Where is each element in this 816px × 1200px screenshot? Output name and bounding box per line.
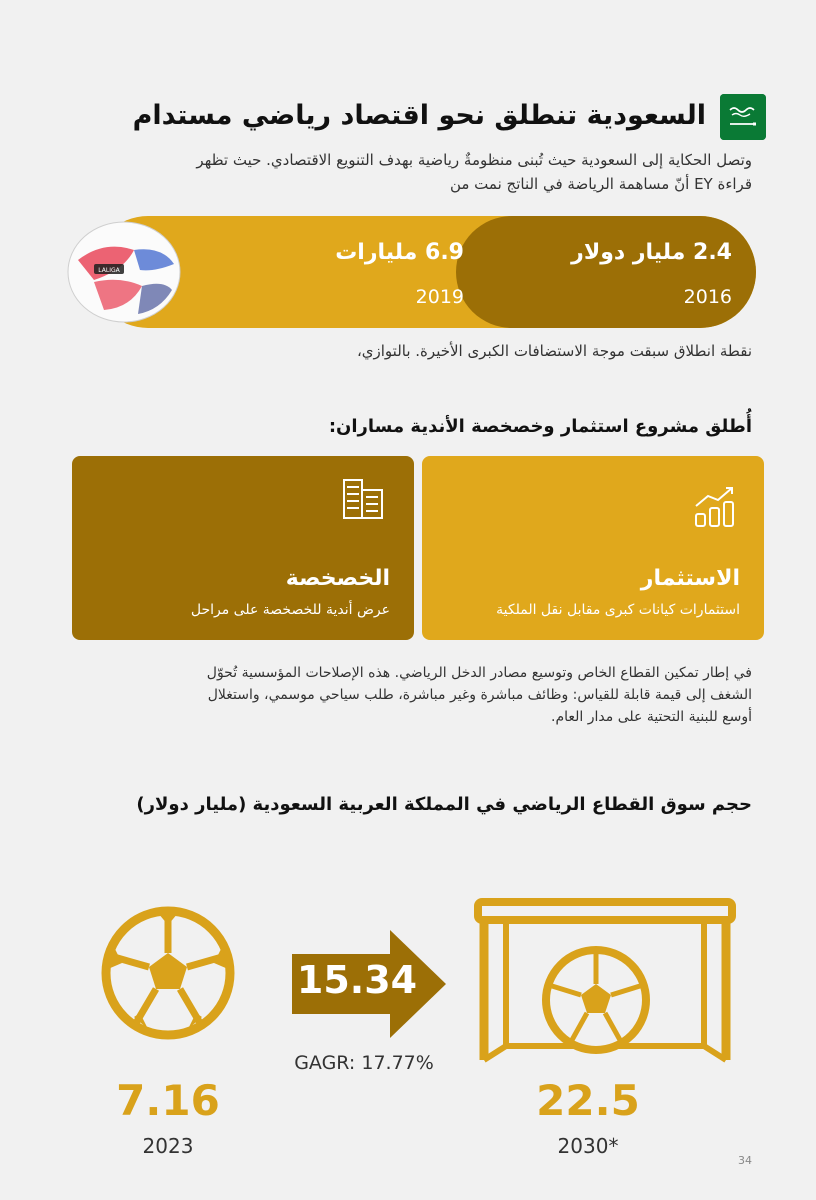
privatization-title: الخصخصة bbox=[285, 566, 390, 591]
saudi-flag-icon bbox=[720, 94, 766, 140]
growth-value: 15.34 bbox=[296, 958, 418, 1002]
intro-line-2: قراءة EY أنّ مساهمة الرياضة في الناتج نمت من bbox=[449, 175, 752, 193]
page-title: السعودية تنطلق نحو اقتصاد رياضي مستدام bbox=[132, 100, 706, 131]
investment-desc: استثمارات كيانات كبرى مقابل نقل الملكية bbox=[496, 602, 740, 618]
value-2030: 22.5 bbox=[536, 1076, 640, 1125]
value-2016: 2.4 مليار دولار bbox=[571, 240, 732, 265]
reforms-line-2: الشغف إلى قيمة قابلة للقياس: وظائف مباشرة وغير مباشرة، طلب سياحي موسمي، واستغلال bbox=[207, 687, 752, 703]
reforms-line-1: في إطار تمكين القطاع الخاص وتوسيع مصادر الدخل الرياضي. هذه الإصلاحات المؤسسية تُحوّل bbox=[206, 665, 752, 681]
reforms-paragraph bbox=[82, 662, 752, 728]
after-banner-text: نقطة انطلاق سبقت موجة الاستضافات الكبرى الأخيرة. بالتوازي، bbox=[356, 342, 752, 360]
value-2019: 6.9 مليارات bbox=[335, 240, 464, 265]
market-heading: حجم سوق القطاع الرياضي في المملكة العربية السعودية (مليار دولار) bbox=[136, 794, 752, 815]
growth-chart-icon bbox=[692, 484, 738, 530]
year-2016: 2016 bbox=[683, 286, 732, 308]
reforms-line-3: أوسع للبنية التحتية على مدار العام. bbox=[551, 709, 752, 725]
investment-card bbox=[422, 456, 764, 640]
intro-line-1: وتصل الحكاية إلى السعودية حيث تُبنى منظومةٌ رياضية بهدف التنويع الاقتصادي. حيث تظهر bbox=[196, 151, 752, 169]
soccer-ball-icon bbox=[100, 905, 236, 1041]
privatization-card bbox=[72, 456, 414, 640]
year-2030: 2030* bbox=[557, 1134, 619, 1158]
goal-with-ball-icon bbox=[470, 896, 740, 1064]
ball-brand-label: LALIGA bbox=[98, 267, 120, 274]
privatization-desc: عرض أندية للخصخصة على مراحل bbox=[190, 602, 390, 618]
growth-banner bbox=[92, 216, 756, 328]
year-2019: 2019 bbox=[415, 286, 464, 308]
cagr-label: GAGR: 17.77% bbox=[294, 1052, 434, 1074]
soccer-ball-photo bbox=[64, 220, 184, 324]
investment-title: الاستثمار bbox=[640, 566, 740, 591]
tracks-heading: أُطلق مشروع استثمار وخصخصة الأندية مساران: bbox=[328, 416, 752, 437]
year-2023: 2023 bbox=[142, 1134, 194, 1158]
page-number: 34 bbox=[738, 1154, 752, 1167]
buildings-icon bbox=[340, 476, 386, 522]
intro-paragraph bbox=[52, 148, 752, 196]
value-2023: 7.16 bbox=[116, 1076, 220, 1125]
banner-2016-segment bbox=[456, 216, 756, 328]
